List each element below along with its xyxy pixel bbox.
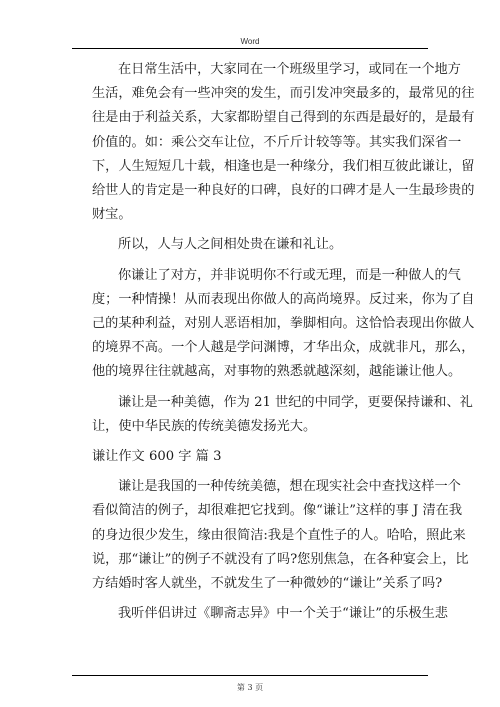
text-line: 他的境界往往就越高，对事物的熟悉就越深刻，越能谦让他人。 [92, 364, 462, 380]
text-line: 己的某种利益，对别人恶语相加，拳脚相向。这恰恰表现出你做人 [92, 316, 475, 332]
text-line: 在日常生活中，大家同在一个班级里学习，或同在一个地方 [118, 62, 461, 77]
text-line: 度；一种情操！从而表现出你做人的高尚境界。反过来，你为了自 [92, 291, 475, 307]
section-heading: 谦让作文 600 字 篇 3 [92, 449, 222, 465]
text-line: 谦让是我国的一种传统美德，想在现实社会中查找这样一个 [118, 479, 461, 495]
text-line: 让，使中华民族的传统美德发扬光大。 [92, 418, 317, 434]
text-line: 看似简洁的例子，却很难把它找到。像“谦让”这样的事 J 清在我 [92, 503, 463, 519]
text-line: 所以，人与人之间相处贵在谦和礼让。 [118, 237, 343, 253]
paragraph-2 [92, 233, 412, 257]
text-line: 生活，难免会有一些冲突的发生，而引发冲突最多的，最常见的往 [92, 86, 475, 102]
text-line: 你谦让了对方，并非说明你不行或无理，而是一种做人的气 [118, 267, 461, 283]
text-line: 说，那“谦让”的例子不就没有了吗?您别焦急，在各种宴会上，比 [92, 551, 469, 567]
paragraph-5 [92, 475, 469, 596]
paragraph-1 [92, 58, 475, 227]
text-line: 财宝。 [92, 207, 132, 223]
text-line: 谦让是一种美德，作为 21 世纪的中同学，更要保持谦和、礼 [118, 394, 473, 410]
text-line: 我听伴侣讲过《聊斋志异》中一个关于“谦让”的乐极生悲 [118, 606, 448, 622]
paragraph-4 [92, 391, 473, 439]
app-header-label: Word [240, 37, 260, 46]
paragraph-6 [92, 602, 448, 626]
text-line: 下，人生短短几十载，相逢也是一种缘分，我们相互彼此谦让，留 [92, 158, 475, 174]
text-line: 方结婚时客人就坐，不就发生了一种微妙的“谦让”关系了吗? [92, 576, 443, 592]
paragraph-3 [92, 264, 475, 385]
document-body [92, 58, 475, 632]
header-divider [72, 48, 428, 49]
text-line: 往是由于利益关系，大家都盼望自己得到的东西是最好的，是最有 [92, 110, 475, 126]
text-line: 价值的。如：乘公交车让位，不斤斤计较等等。其实我们深省一 [92, 134, 462, 150]
text-line: 给世人的肯定是一种良好的口碑，良好的口碑才是人一生最珍贵的 [92, 183, 475, 199]
text-line: 的境界不高。一个人越是学问渊博，才华出众，成就非凡，那么， [92, 340, 475, 356]
text-line: 的身边很少发生，缘由很简洁:我是个直性子的人。哈哈，照此来 [92, 527, 466, 543]
footer-divider [72, 675, 428, 676]
page-number: 第 3 页 [236, 683, 264, 692]
